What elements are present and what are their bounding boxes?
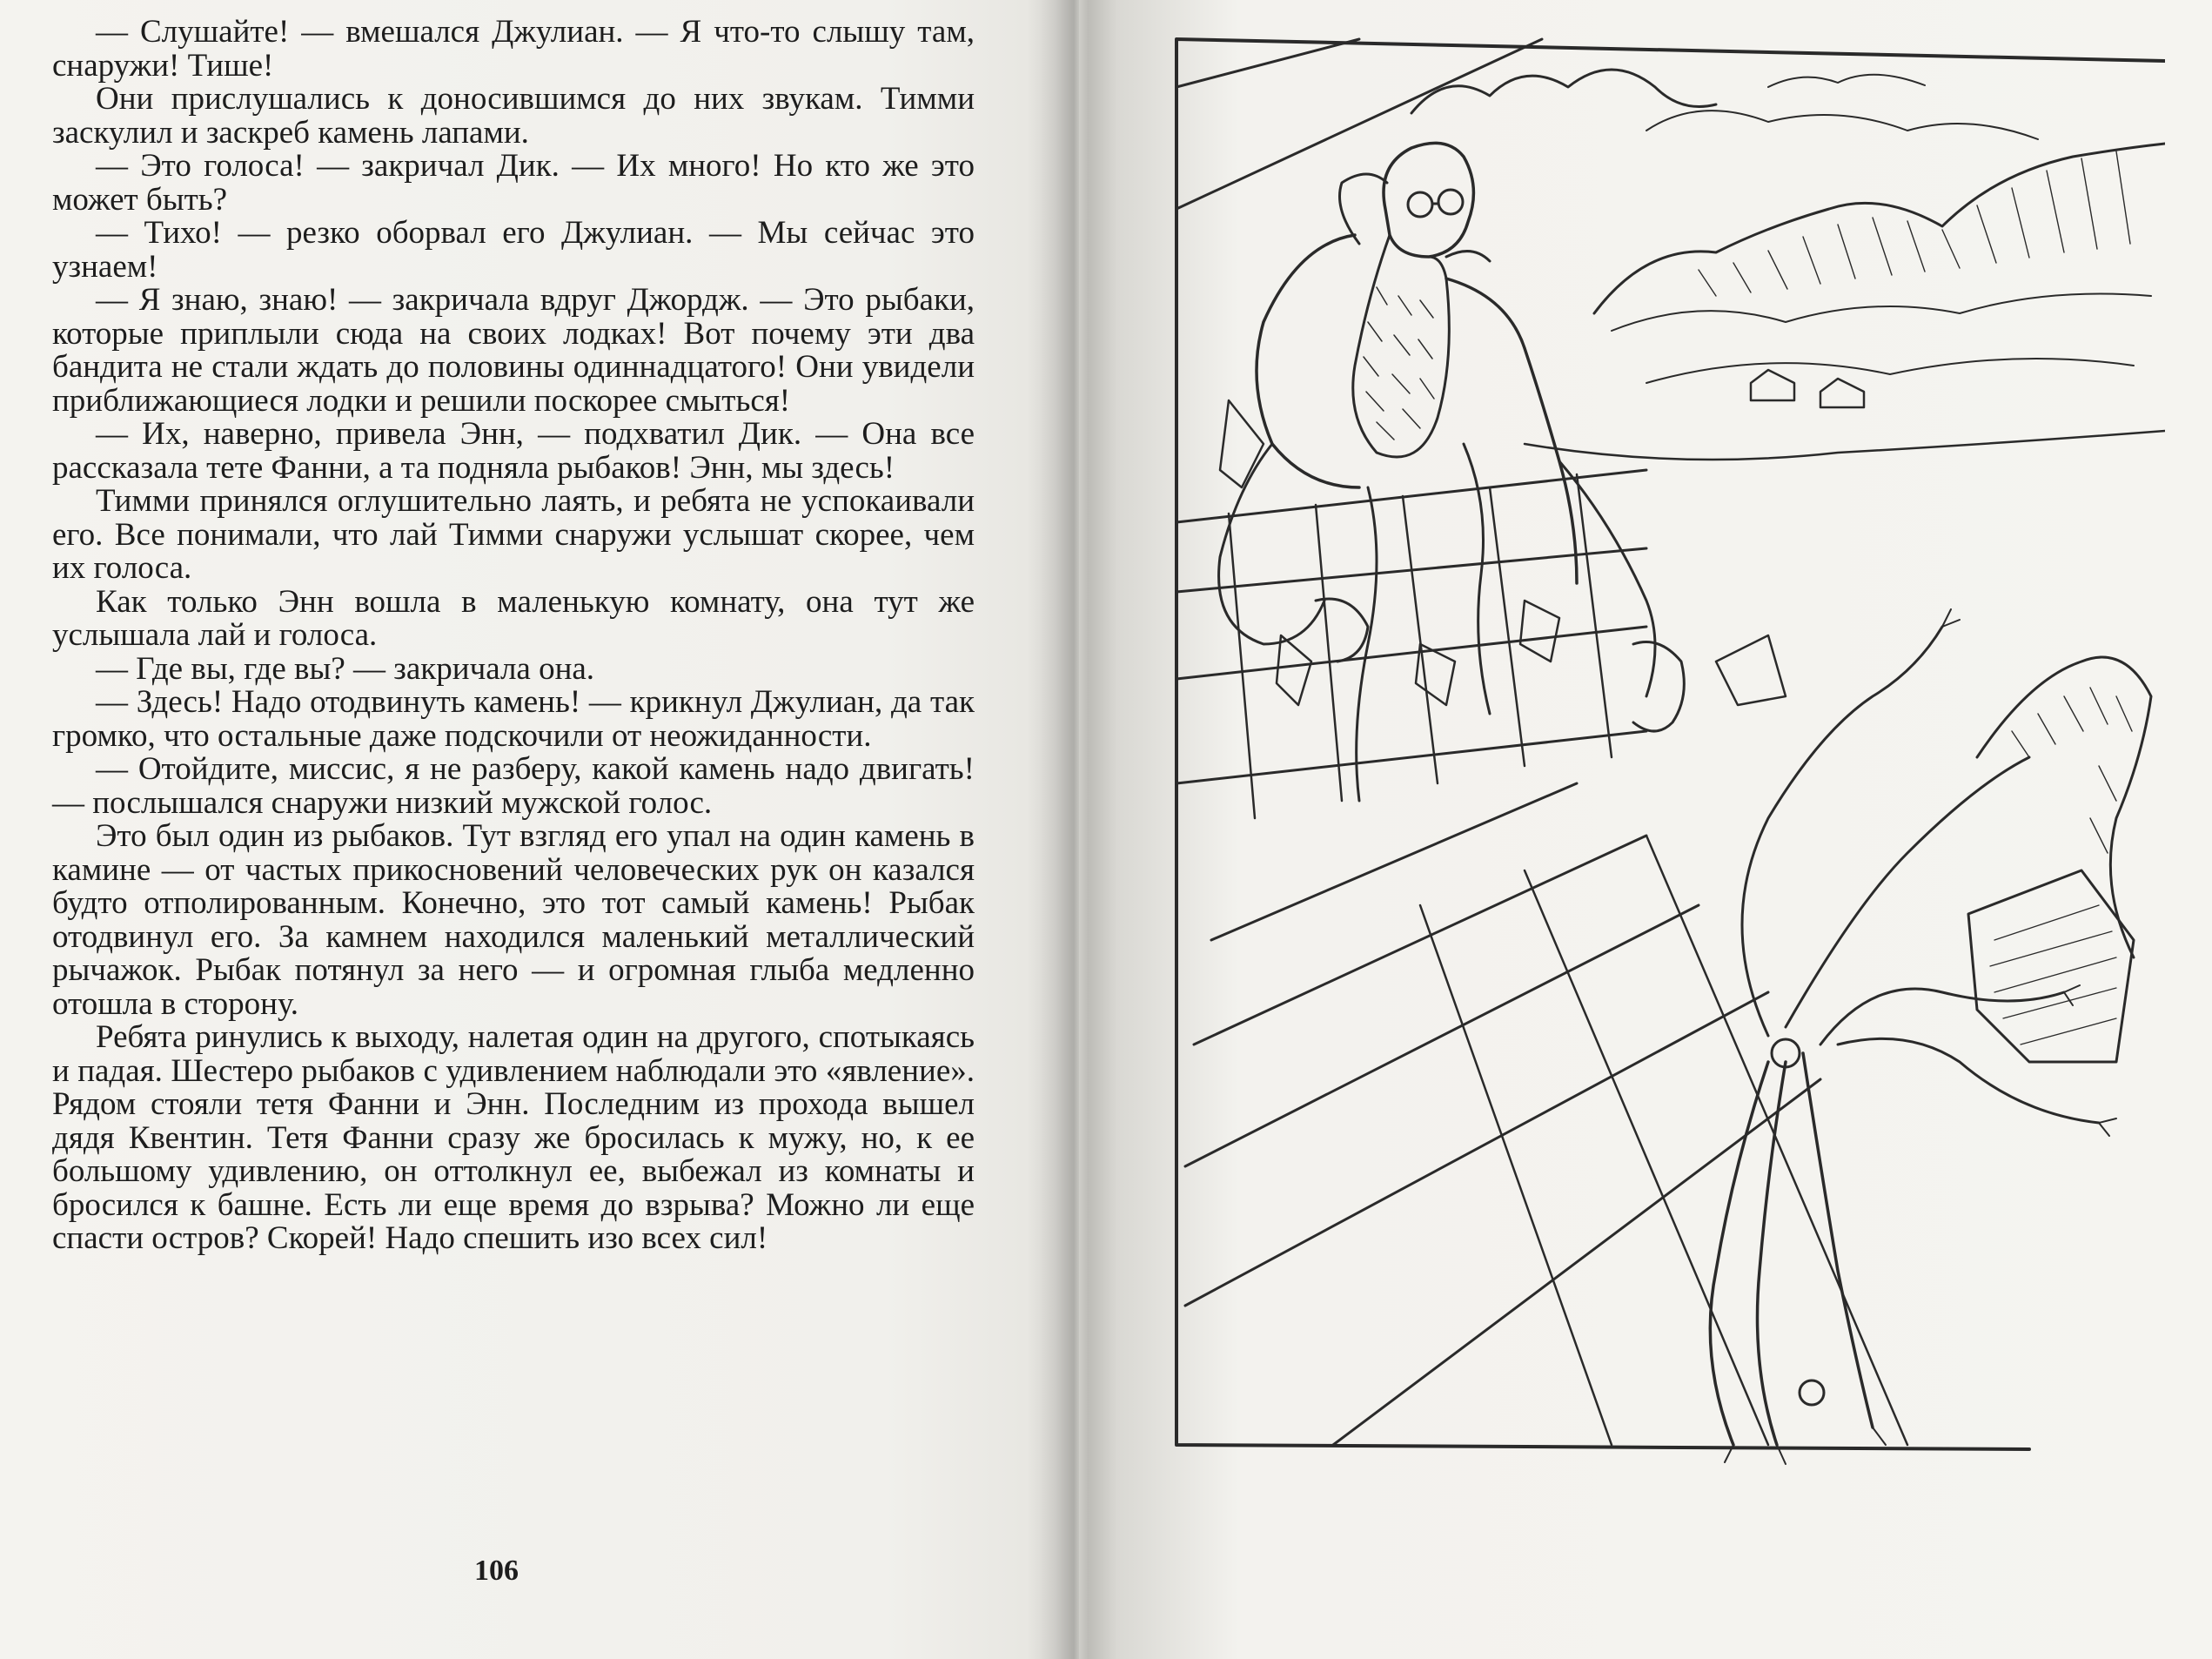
right-page <box>1105 0 2212 1659</box>
paragraph: Тимми принялся оглушительно лаять, и ребята не успокаивали его. Все понимали, что лай Тимми снаружи услышат скорее, чем их голоса. <box>52 483 975 586</box>
left-page-text <box>52 16 975 1256</box>
paragraph: — Их, наверно, привела Энн, — подхватил Дик. — Она все рассказала тете Фанни, а та подняла рыбаков! Энн, мы здесь! <box>52 416 975 486</box>
paragraph: Это был один из рыбаков. Тут взгляд его упал на один камень в камине — от частых прикосновений человеческих рук он казался будто отполированным. Конечно, это тот самый камень! Рыбак отодвинул его. За камнем находился маленький металлический рычажок. Рыбак потянул за него — и огромная глыба медленно отошла в сторону. <box>52 818 975 1022</box>
paragraph: Они прислушались к доносившимся до них звукам. Тимми заскулил и заскреб камень лапами. <box>52 81 975 151</box>
illustration <box>1159 35 2165 1532</box>
book-gutter <box>1027 0 1079 1659</box>
paragraph: Ребята ринулись к выходу, налетая один на другого, спотыкаясь и падая. Шестеро рыбаков с удивлением наблюдали это «явление». Рядом стояли тетя Фанни и Энн. Последним из прохода вышел дядя Квентин. Тетя Фанни сразу же бросилась к мужу, но, к ее большому удивлению, он оттолкнул ее, выбежал из комнаты и бросился к башне. Есть ли еще время до взрыва? Можно ли еще спасти остров? Скорей! Надо спешить изо всех сил! <box>52 1019 975 1256</box>
paragraph: — Отойдите, миссис, я не разберу, какой камень надо двигать! — послышался снаружи низкий мужской голос. <box>52 751 975 821</box>
page-number: 106 <box>474 1555 519 1587</box>
paragraph: — Слушайте! — вмешался Джулиан. — Я что-то слышу там, снаружи! Тише! <box>52 14 975 84</box>
paragraph: — Я знаю, знаю! — закричала вдруг Джордж. — Это рыбаки, которые приплыли сюда на своих лодках! Вот почему эти два бандита не стали ждать до половины одиннадцатого! Они увидели приближающиеся лодки и решили поскорее смыться! <box>52 282 975 419</box>
paragraph: Как только Энн вошла в маленькую комнату, она тут же услышала лай и голоса. <box>52 583 975 653</box>
paragraph: — Здесь! Надо отодвинуть камень! — крикнул Джулиан, да так громко, что остальные даже подскочили от неожиданности. <box>52 684 975 754</box>
paragraph: — Тихо! — резко оборвал его Джулиан. — Мы сейчас это узнаем! <box>52 215 975 285</box>
paragraph: — Где вы, где вы? — закричала она. <box>96 650 595 687</box>
paragraph: — Это голоса! — закричал Дик. — Их много! Но кто же это может быть? <box>52 148 975 218</box>
